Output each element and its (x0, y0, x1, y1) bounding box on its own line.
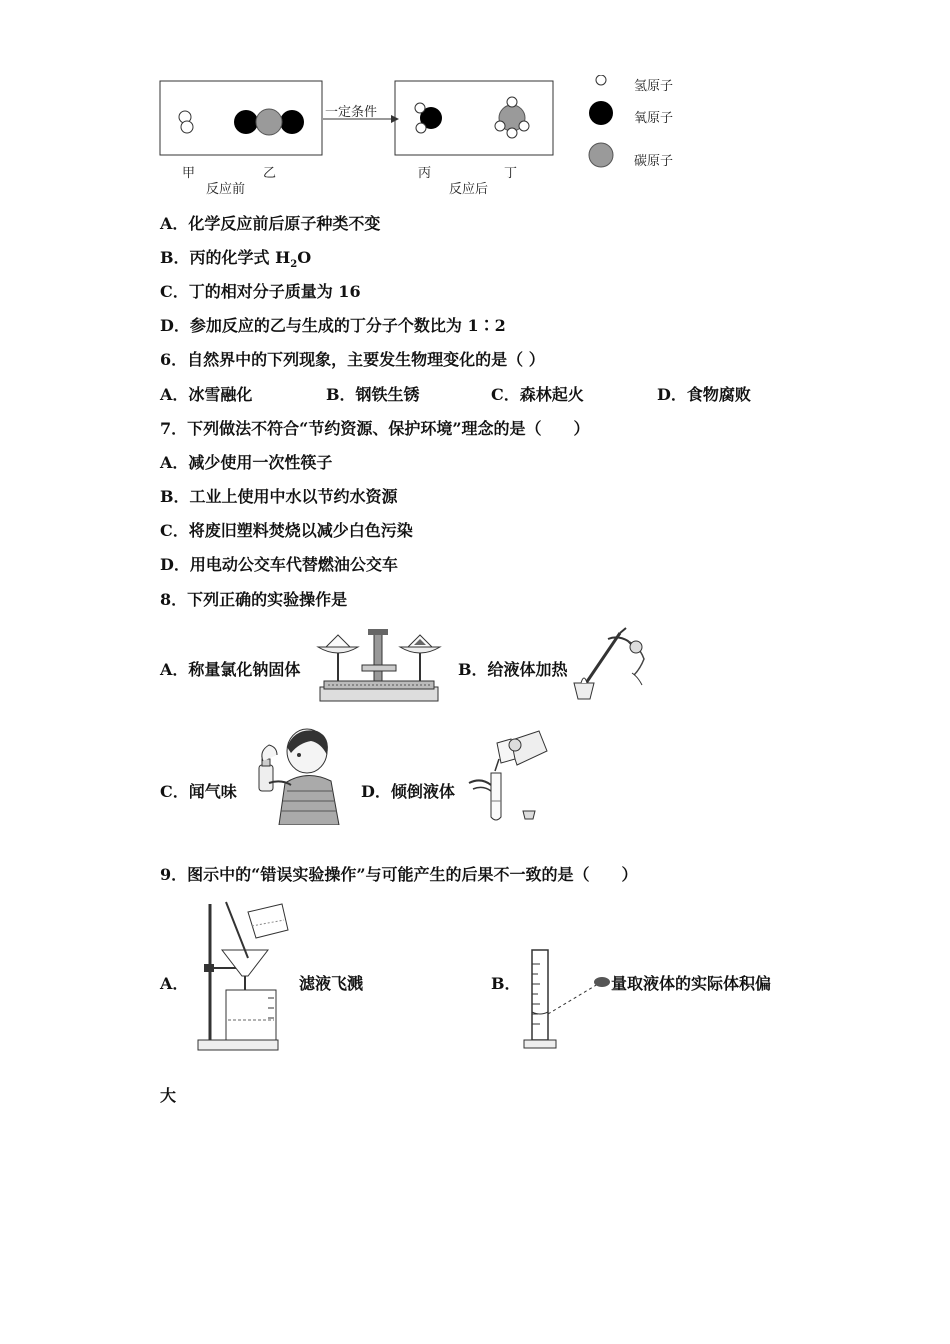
hydrogen-atom (495, 121, 505, 131)
graduated-cylinder-illustration (518, 944, 613, 1054)
q8-option-c: C．闻气味 (160, 782, 237, 801)
heating-liquid-illustration (568, 625, 653, 707)
label-bing: 丙 (418, 166, 432, 181)
smelling-boy-illustration (255, 725, 347, 825)
q8-stem: 8．下列正确的实验操作是 (160, 590, 348, 609)
q6-option-c: C．森林起火 (491, 385, 584, 404)
hydrogen-atom (507, 97, 517, 107)
q7-option-b: B．工业上使用中水以节约水资源 (160, 487, 398, 506)
label-ding: 丁 (504, 166, 518, 181)
q6-stem: 6．自然界中的下列现象，主要发生物理变化的是（ ） (160, 350, 545, 369)
q5-option-a: A．化学反应前后原子种类不变 (160, 214, 381, 233)
legend-hydrogen: 氢原子 (634, 79, 674, 94)
legend-carbon: 碳原子 (634, 154, 674, 169)
hydrogen-atom (416, 123, 426, 133)
carbon-atom (256, 109, 282, 135)
q6-option-b: B．钢铁生锈 (326, 385, 420, 404)
hydrogen-atom (415, 103, 425, 113)
q5-option-d: D．参加反应的乙与生成的丁分子个数比为 1∶2 (160, 316, 506, 335)
hydrogen-atom (181, 121, 193, 133)
q7-stem: 7．下列做法不符合“节约资源、保护环境”理念的是（ ） (160, 419, 590, 438)
label-jia: 甲 (182, 166, 196, 181)
legend-carbon-symbol (589, 143, 613, 167)
q9-stem: 9．图示中的“错误实验操作”与可能产生的后果不一致的是（ ） (160, 865, 638, 884)
after-box (395, 81, 553, 155)
q8-option-b: B．给液体加热 (458, 660, 568, 679)
q5-b-text-end: O (297, 248, 312, 267)
arrow-condition: 一定条件 (325, 105, 378, 120)
q7-option-d: D．用电动公交车代替燃油公交车 (160, 555, 398, 574)
q8-option-a: A．称量氯化钠固体 (160, 660, 301, 679)
q9-option-a-label: A． (160, 974, 189, 993)
q7-option-a: A．减少使用一次性筷子 (160, 453, 333, 472)
q8-option-d: D．倾倒液体 (361, 782, 455, 801)
pouring-liquid-illustration (455, 725, 553, 825)
filtration-illustration (192, 898, 292, 1053)
legend-hydrogen-symbol (596, 75, 606, 85)
q6-option-d: D．食物腐败 (657, 385, 751, 404)
oxygen-atom (280, 110, 304, 134)
balance-scale-illustration (312, 625, 447, 705)
oxygen-atom (234, 110, 258, 134)
q6-option-a: A．冰雪融化 (160, 385, 253, 404)
q9-option-b-continuation: 大 (160, 1086, 177, 1105)
q7-option-c: C．将废旧塑料焚烧以减少白色污染 (160, 521, 413, 540)
q9-option-a-text: 滤液飞溅 (299, 974, 364, 993)
q5-option-c: C．丁的相对分子质量为 16 (160, 282, 361, 301)
hydrogen-atom (519, 121, 529, 131)
legend-oxygen-symbol (589, 101, 613, 125)
label-yi: 乙 (263, 166, 277, 181)
hydrogen-atom (507, 128, 517, 138)
label-before: 反应前 (206, 182, 246, 197)
q9-option-b-label: B． (491, 974, 521, 993)
q5-b-text: B．丙的化学式 H (160, 248, 291, 267)
q9-option-b-text: 量取液体的实际体积偏 (611, 974, 772, 993)
legend-oxygen: 氧原子 (634, 111, 674, 126)
q5-b-subscript: 2 (290, 259, 298, 271)
q5-option-b (160, 245, 311, 270)
label-after: 反应后 (449, 182, 489, 197)
